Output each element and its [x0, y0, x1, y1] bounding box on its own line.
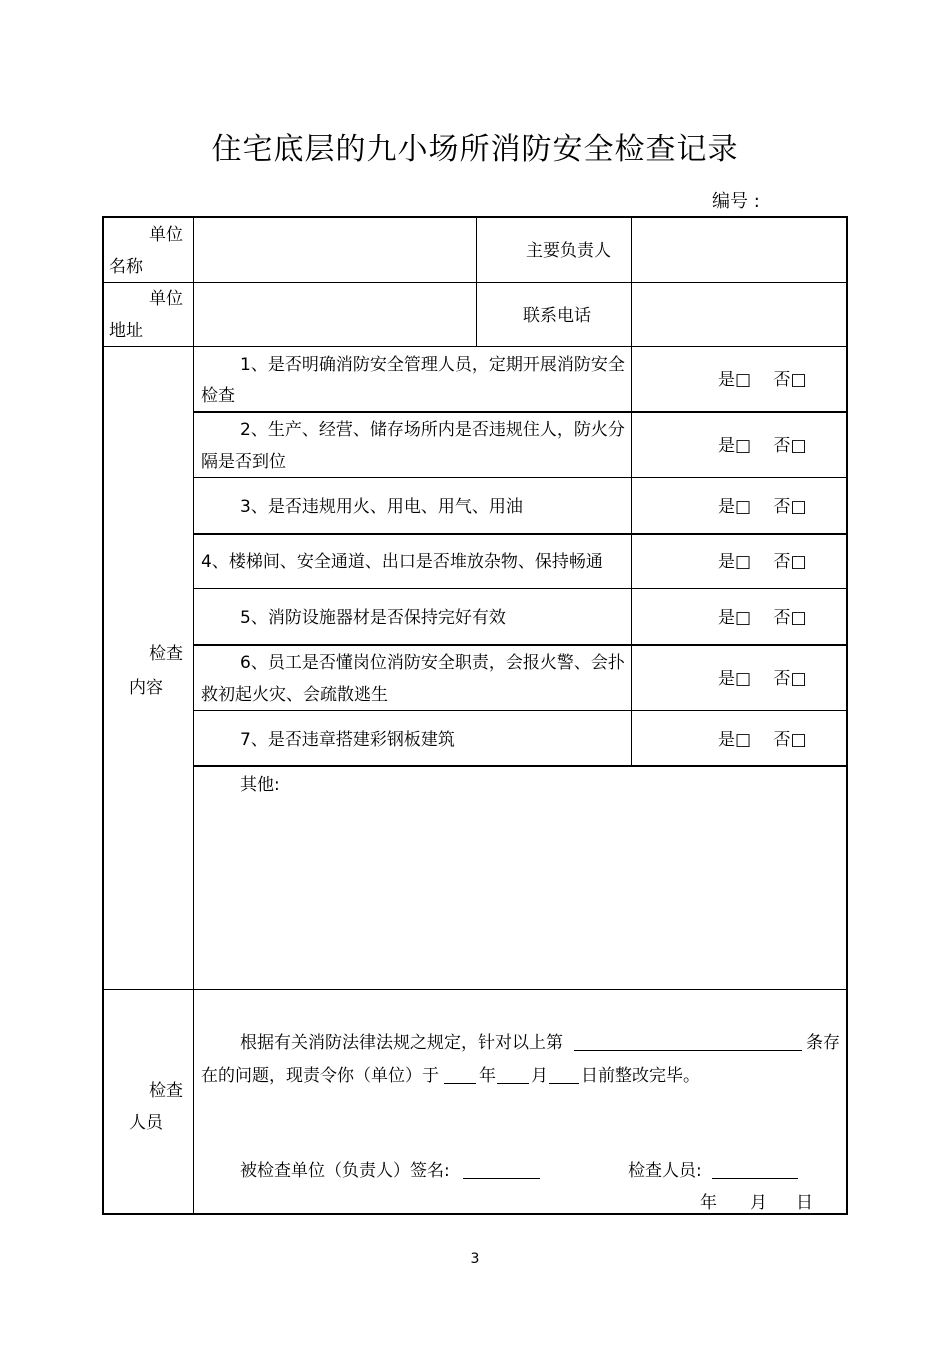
check-item-2-yes-no[interactable]: 是□ 否□ [718, 436, 807, 456]
signature-month: 月 [750, 1193, 767, 1213]
signature-day: 日 [796, 1193, 813, 1213]
item-divider [193, 588, 848, 589]
check-item-4: 4、楼梯间、安全通道、出口是否堆放杂物、保持畅通 [201, 552, 603, 572]
header-column-divider [476, 216, 477, 347]
unit-name-label-line1: 单位 [149, 225, 183, 245]
check-item-6-yes-no[interactable]: 是□ 否□ [718, 669, 807, 689]
check-item-6-line2: 救初起火灾、会疏散逃生 [201, 685, 388, 705]
item-divider [193, 765, 848, 767]
check-item-7: 7、是否违章搭建彩钢板建筑 [240, 730, 455, 750]
page-title: 住宅底层的九小场所消防安全检查记录 [211, 132, 739, 167]
label-column-divider [193, 216, 194, 1214]
unit-address-label-line1: 单位 [149, 289, 183, 309]
check-item-7-yes-no[interactable]: 是□ 否□ [718, 730, 807, 750]
unit-address-label-line2: 地址 [109, 321, 143, 341]
check-item-6-line1: 6、员工是否懂岗位消防安全职责，会报火警、会扑 [240, 653, 625, 673]
table-border-left [102, 216, 104, 1214]
notice-month: 月 [531, 1066, 548, 1086]
item-number-blank[interactable] [574, 1050, 802, 1051]
inspector-signature-label: 检查人员: [628, 1161, 702, 1181]
row-divider [102, 989, 848, 990]
row-divider [102, 282, 848, 283]
unit-address-field[interactable] [196, 286, 472, 342]
check-item-3-yes-no[interactable]: 是□ 否□ [718, 497, 807, 517]
check-item-1-line2: 检查 [201, 386, 235, 406]
notice-year: 年 [479, 1066, 496, 1086]
inspector-signature-line[interactable] [712, 1178, 798, 1179]
page-number: 3 [470, 1251, 480, 1267]
other-notes-field[interactable] [198, 800, 842, 985]
check-item-4-yes-no[interactable]: 是□ 否□ [718, 552, 807, 572]
item-divider [193, 533, 848, 535]
deadline-year-blank[interactable] [444, 1083, 476, 1084]
signature-year: 年 [700, 1193, 717, 1213]
inspected-unit-signature-label: 被检查单位（负责人）签名: [240, 1161, 450, 1181]
main-person-label: 主要负责人 [526, 241, 611, 261]
other-label: 其他: [240, 775, 280, 795]
deadline-month-blank[interactable] [497, 1083, 529, 1084]
check-content-label-line1: 检查 [149, 644, 183, 664]
inspector-section-label-line2: 人员 [129, 1113, 163, 1133]
main-person-field[interactable] [635, 220, 843, 278]
inspected-unit-signature-line[interactable] [463, 1178, 540, 1179]
check-content-label-line2: 内容 [129, 678, 163, 698]
item-divider [193, 644, 848, 646]
header-column-divider [631, 216, 632, 347]
notice-text-2a: 在的问题，现责令你（单位）于 [201, 1066, 439, 1086]
unit-name-label-line2: 名称 [109, 257, 143, 277]
deadline-day-blank[interactable] [549, 1083, 579, 1084]
table-border-top [102, 216, 848, 218]
answer-column-divider [631, 346, 632, 766]
phone-field[interactable] [635, 286, 843, 342]
notice-text-1a: 根据有关消防法律法规之规定，针对以上第 [240, 1033, 563, 1053]
check-item-1-line1: 1、是否明确消防安全管理人员，定期开展消防安全 [240, 355, 625, 375]
unit-name-field[interactable] [196, 220, 472, 278]
check-item-2-line1: 2、生产、经营、储存场所内是否违规住人，防火分 [240, 420, 625, 440]
check-item-5-yes-no[interactable]: 是□ 否□ [718, 608, 807, 628]
row-divider [102, 346, 848, 347]
notice-day: 日前整改完毕。 [581, 1066, 700, 1086]
table-border-right [846, 216, 848, 1214]
phone-label: 联系电话 [523, 306, 591, 326]
inspector-section-label-line1: 检查 [149, 1081, 183, 1101]
check-item-2-line2: 隔是否到位 [201, 452, 286, 472]
item-divider [193, 477, 848, 478]
serial-number-label: 编号 : [712, 191, 760, 212]
check-item-5: 5、消防设施器材是否保持完好有效 [240, 608, 506, 628]
check-item-1-yes-no[interactable]: 是□ 否□ [718, 370, 807, 390]
notice-text-1b: 条存 [806, 1033, 840, 1053]
table-border-bottom [102, 1213, 848, 1215]
item-divider [193, 411, 848, 413]
check-item-3: 3、是否违规用火、用电、用气、用油 [240, 497, 523, 517]
